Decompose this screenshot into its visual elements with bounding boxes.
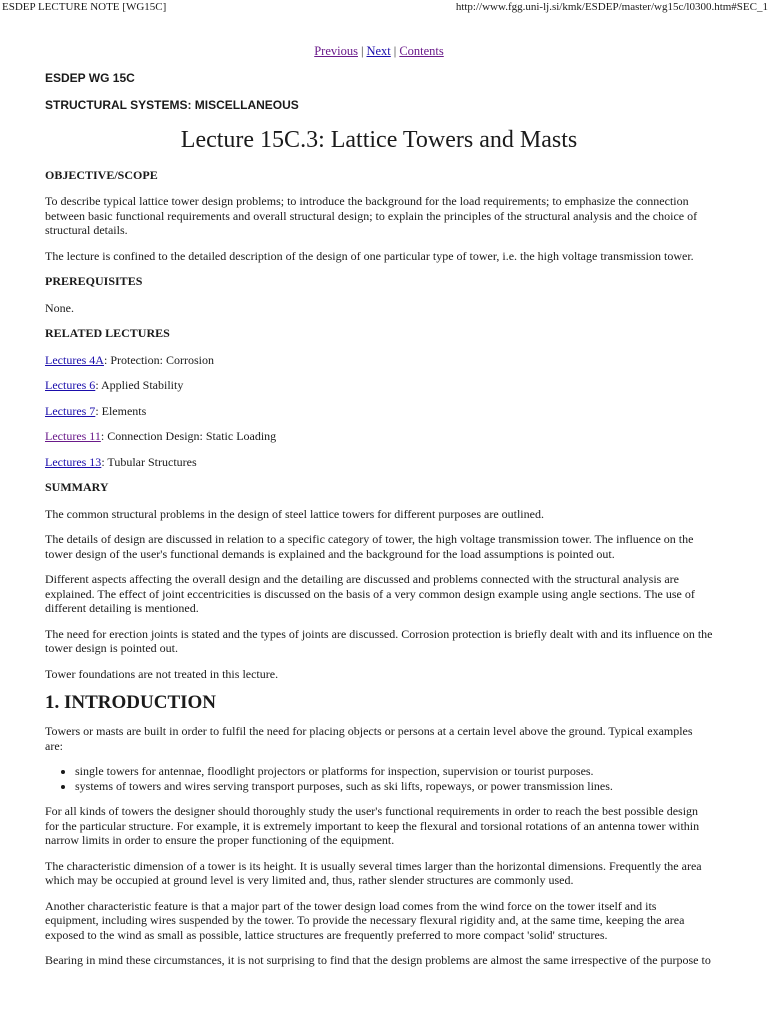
next-link[interactable]: Next	[366, 44, 391, 58]
section-heading-related: RELATED LECTURES	[45, 326, 170, 340]
section-heading-prerequisites: PREREQUISITES	[45, 274, 143, 288]
lecture-7-link[interactable]: Lectures 7	[45, 403, 96, 418]
paragraph: Towers or masts are built in order to fulfil the need for placing objects or persons at a certain level above the ground. Typical examples are:	[45, 724, 693, 753]
related-lecture-item	[45, 455, 713, 470]
related-lecture-desc: : Protection: Corrosion	[103, 352, 214, 367]
paragraph: The characteristic dimension of a tower is its height. It is usually several times larger than the horizontal dimensions. Frequently the area which may be occupied at ground level is very limited and, thus, rather slender structures are commonly used.	[45, 858, 702, 887]
header-url: http://www.fgg.uni-lj.si/kmk/ESDEP/master/wg15c/l0300.htm#SEC_1	[455, 1, 768, 13]
section-heading-summary: SUMMARY	[45, 480, 109, 494]
lecture-13-link[interactable]: Lectures 13	[45, 454, 102, 469]
nav-separator: |	[360, 44, 364, 58]
related-lecture-item	[45, 429, 713, 444]
document-body	[45, 44, 713, 979]
related-lecture-desc: : Elements	[95, 403, 147, 418]
subtitle: STRUCTURAL SYSTEMS: MISCELLANEOUS	[45, 98, 299, 112]
paragraph: Different aspects affecting the overall design and the detailing are discussed and problems connected with the structural analysis are explained. The effect of joint eccentricities is discussed on the basis of a very common design example using angle sections. The use of different detailing is mentioned.	[45, 572, 695, 615]
related-lecture-desc: : Tubular Structures	[101, 454, 197, 469]
lecture-6-link[interactable]: Lectures 6	[45, 378, 96, 392]
section-heading-objective: OBJECTIVE/SCOPE	[45, 167, 158, 182]
paragraph: To describe typical lattice tower design problems; to introduce the background for the load requirements; to emphasize the connection between basic functional requirements and overall structural design; to explain the principles of the structural analysis and the choice of structural details.	[45, 194, 698, 237]
navigation-bar	[45, 44, 713, 59]
esdep-label: ESDEP WG 15C	[45, 70, 135, 85]
related-lecture-item	[45, 404, 713, 419]
paragraph: The common structural problems in the design of steel lattice towers for different purposes are outlined.	[45, 506, 544, 521]
related-lecture-item	[45, 353, 713, 368]
related-lecture-desc: : Connection Design: Static Loading	[100, 429, 277, 443]
related-lecture-item	[45, 378, 713, 393]
lecture-11-link[interactable]: Lectures 11	[45, 429, 101, 443]
nav-separator: |	[393, 44, 397, 58]
paragraph: For all kinds of towers the designer should thoroughly study the user's functional requirements in order to reach the best possible design for the particular structure. For example, it is extremely important to keep the flexural and torsional rotations of an antenna tower within narrow limits in order to ensure the proper functioning of the equipment.	[45, 804, 700, 847]
lecture-4a-link[interactable]: Lectures 4A	[45, 352, 104, 367]
previous-link[interactable]: Previous	[314, 44, 358, 58]
contents-link[interactable]: Contents	[399, 44, 444, 58]
list-item: • systems of towers and wires serving transport purposes, such as ski lifts, ropeways, or power transmission lines.	[75, 779, 713, 794]
header-title: ESDEP LECTURE NOTE [WG15C]	[2, 1, 167, 13]
list-item: • single towers for antennae, floodlight projectors or platforms for inspection, supervision or tourist purposes.	[75, 764, 713, 779]
page-title: Lecture 15C.3: Lattice Towers and Masts	[180, 126, 578, 153]
paragraph: The need for erection joints is stated and the types of joints are discussed. Corrosion protection is briefly dealt with and its influence on the tower design is pointed out.	[45, 626, 713, 655]
paragraph: Tower foundations are not treated in this lecture.	[45, 666, 279, 681]
paragraph: None.	[45, 300, 74, 315]
paragraph: The lecture is confined to the detailed description of the design of one particular type of tower, i.e. the high voltage transmission tower.	[45, 248, 694, 263]
related-lecture-desc: : Applied Stability	[95, 378, 184, 392]
bullet-list	[45, 764, 713, 793]
section-heading-introduction: 1. INTRODUCTION	[45, 692, 217, 713]
paragraph: The details of design are discussed in relation to a specific category of tower, the high voltage transmission tower. The influence on the tower design of the user's functional demands is explained and the background for the load assumptions is pointed out.	[45, 532, 694, 561]
paragraph: Bearing in mind these circumstances, it is not surprising to find that the design problems are almost the same irrespective of the purpose to	[45, 953, 711, 967]
paragraph: Another characteristic feature is that a major part of the tower design load comes from the wind force on the tower itself and its equipment, including wires suspended by the tower. To provide the necessary flexural rigidity and, at the same time, keeping the area exposed to the wind as small as possible, lattice structures are frequently preferred to more compact 'solid' structures.	[45, 898, 685, 942]
page-header	[0, 0, 768, 16]
